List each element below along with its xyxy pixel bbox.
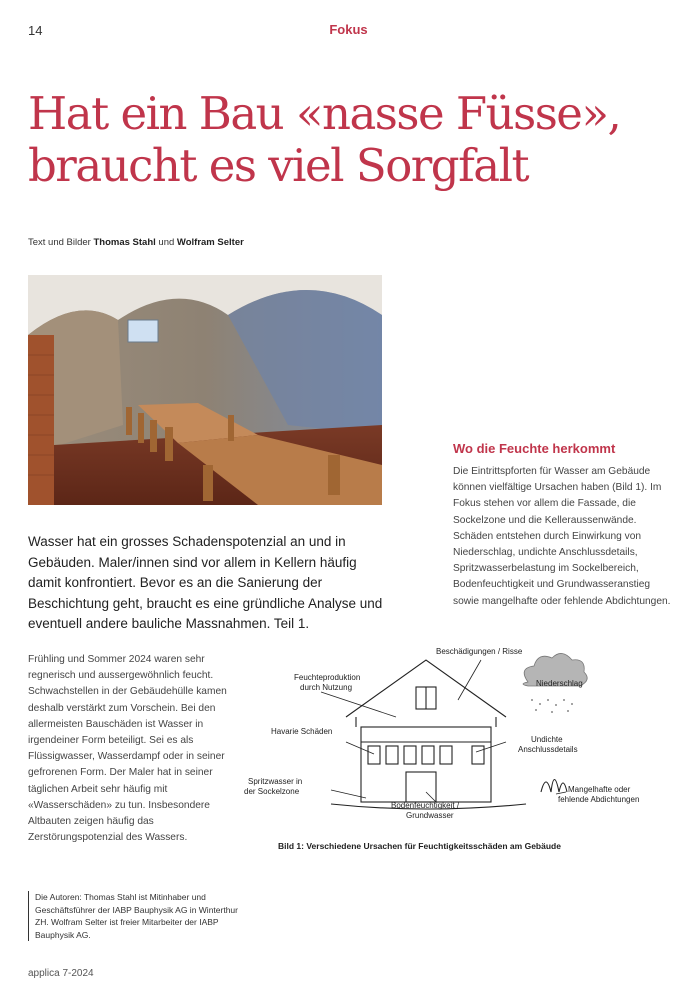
label-use-1: Feuchteproduktion: [294, 673, 361, 682]
moisture-diagram: [236, 642, 676, 852]
byline: [28, 237, 244, 248]
byline-author-1: Thomas Stahl: [93, 237, 156, 248]
footer-issue: applica 7-2024: [28, 968, 94, 979]
label-splash-1: Spritzwasser in: [248, 777, 303, 786]
cellar-photo: [28, 275, 382, 505]
label-leaky-2: Anschlussdetails: [518, 745, 578, 754]
section-label: Fokus: [329, 22, 368, 37]
byline-author-2: Wolfram Selter: [176, 237, 244, 248]
byline-joiner: und: [155, 237, 177, 248]
label-splash-2: der Sockelzone: [244, 787, 300, 796]
lead-paragraph: Wasser hat ein grosses Schadenspotenzial an und in Gebäuden. Maler/innen sind vor allem in Kellern häufig damit konfrontiert. Bevor es an die Sanierung der Beschichtung geht, braucht es eine gründliche Analyse und eventuell andere bauliche Massnahmen. Teil 1.: [28, 534, 383, 631]
sidebar-heading: Wo die Feuchte herkommt: [453, 441, 616, 456]
label-use-2: durch Nutzung: [300, 683, 353, 692]
figure-caption: Bild 1: Verschiedene Ursachen für Feuchtigkeitsschäden am Gebäude: [278, 841, 561, 851]
article-title: Hat ein Bau «nasse Füsse», braucht es viel Sorgfalt: [28, 87, 621, 192]
byline-prefix: Text und Bilder: [28, 237, 94, 248]
body-paragraph: Frühling und Sommer 2024 waren sehr regnerisch und aussergewöhnlich feucht. Schwachstellen in der Gebäudehülle kamen deshalb verstärkt zum Vorschein. Bei den allermeisten Bauschäden ist Wasser in irgendeiner Form beteiligt. Sei es als Flüssigwasser, Wasserdampf oder in seiner gefrorenen Form. Der Maler hat in seiner täglichen Arbeit sehr häufig mit «Wasserschäden» zu tun. Insbesondere Altbauten zeigen häufig das Zerstörungspotenzial des Wassers.: [28, 654, 227, 844]
page-number: 14: [28, 23, 43, 38]
authors-note: Die Autoren: Thomas Stahl ist Mitinhaber und Geschäftsführer der IABP Bauphysik AG in Winterthur ZH. Wolfram Selter ist freier Mitarbeiter der IABP Bauphysik AG.: [28, 891, 240, 941]
label-damage: Beschädigungen / Risse: [436, 647, 523, 656]
label-havarie: Havarie Schäden: [271, 727, 333, 736]
label-ground-2: Grundwasser: [406, 811, 454, 820]
label-ground-1: Bodenfeuchtigkeit /: [391, 801, 460, 810]
sidebar-text: Die Eintrittspforten für Wasser am Gebäude können vielfältige Ursachen haben (Bild 1). Im Fokus stehen vor allem die Fassade, die Sockelzone und die Kelleraussenwände. Schäden entstehen durch Einwirkung von Niederschlag, undichte Anschlussdetails, Spritzwasserbelastung im Sockelbereich, Bodenfeuchtigkeit und Grundwasseranstieg sowie mangelhafte oder fehlende Abdichtungen.: [453, 466, 671, 607]
label-leaky-1: Undichte: [531, 735, 563, 744]
label-seal-1: Mangelhafte oder: [568, 785, 631, 794]
label-seal-2: fehlende Abdichtungen: [558, 795, 640, 804]
label-rain: Niederschlag: [536, 679, 583, 688]
